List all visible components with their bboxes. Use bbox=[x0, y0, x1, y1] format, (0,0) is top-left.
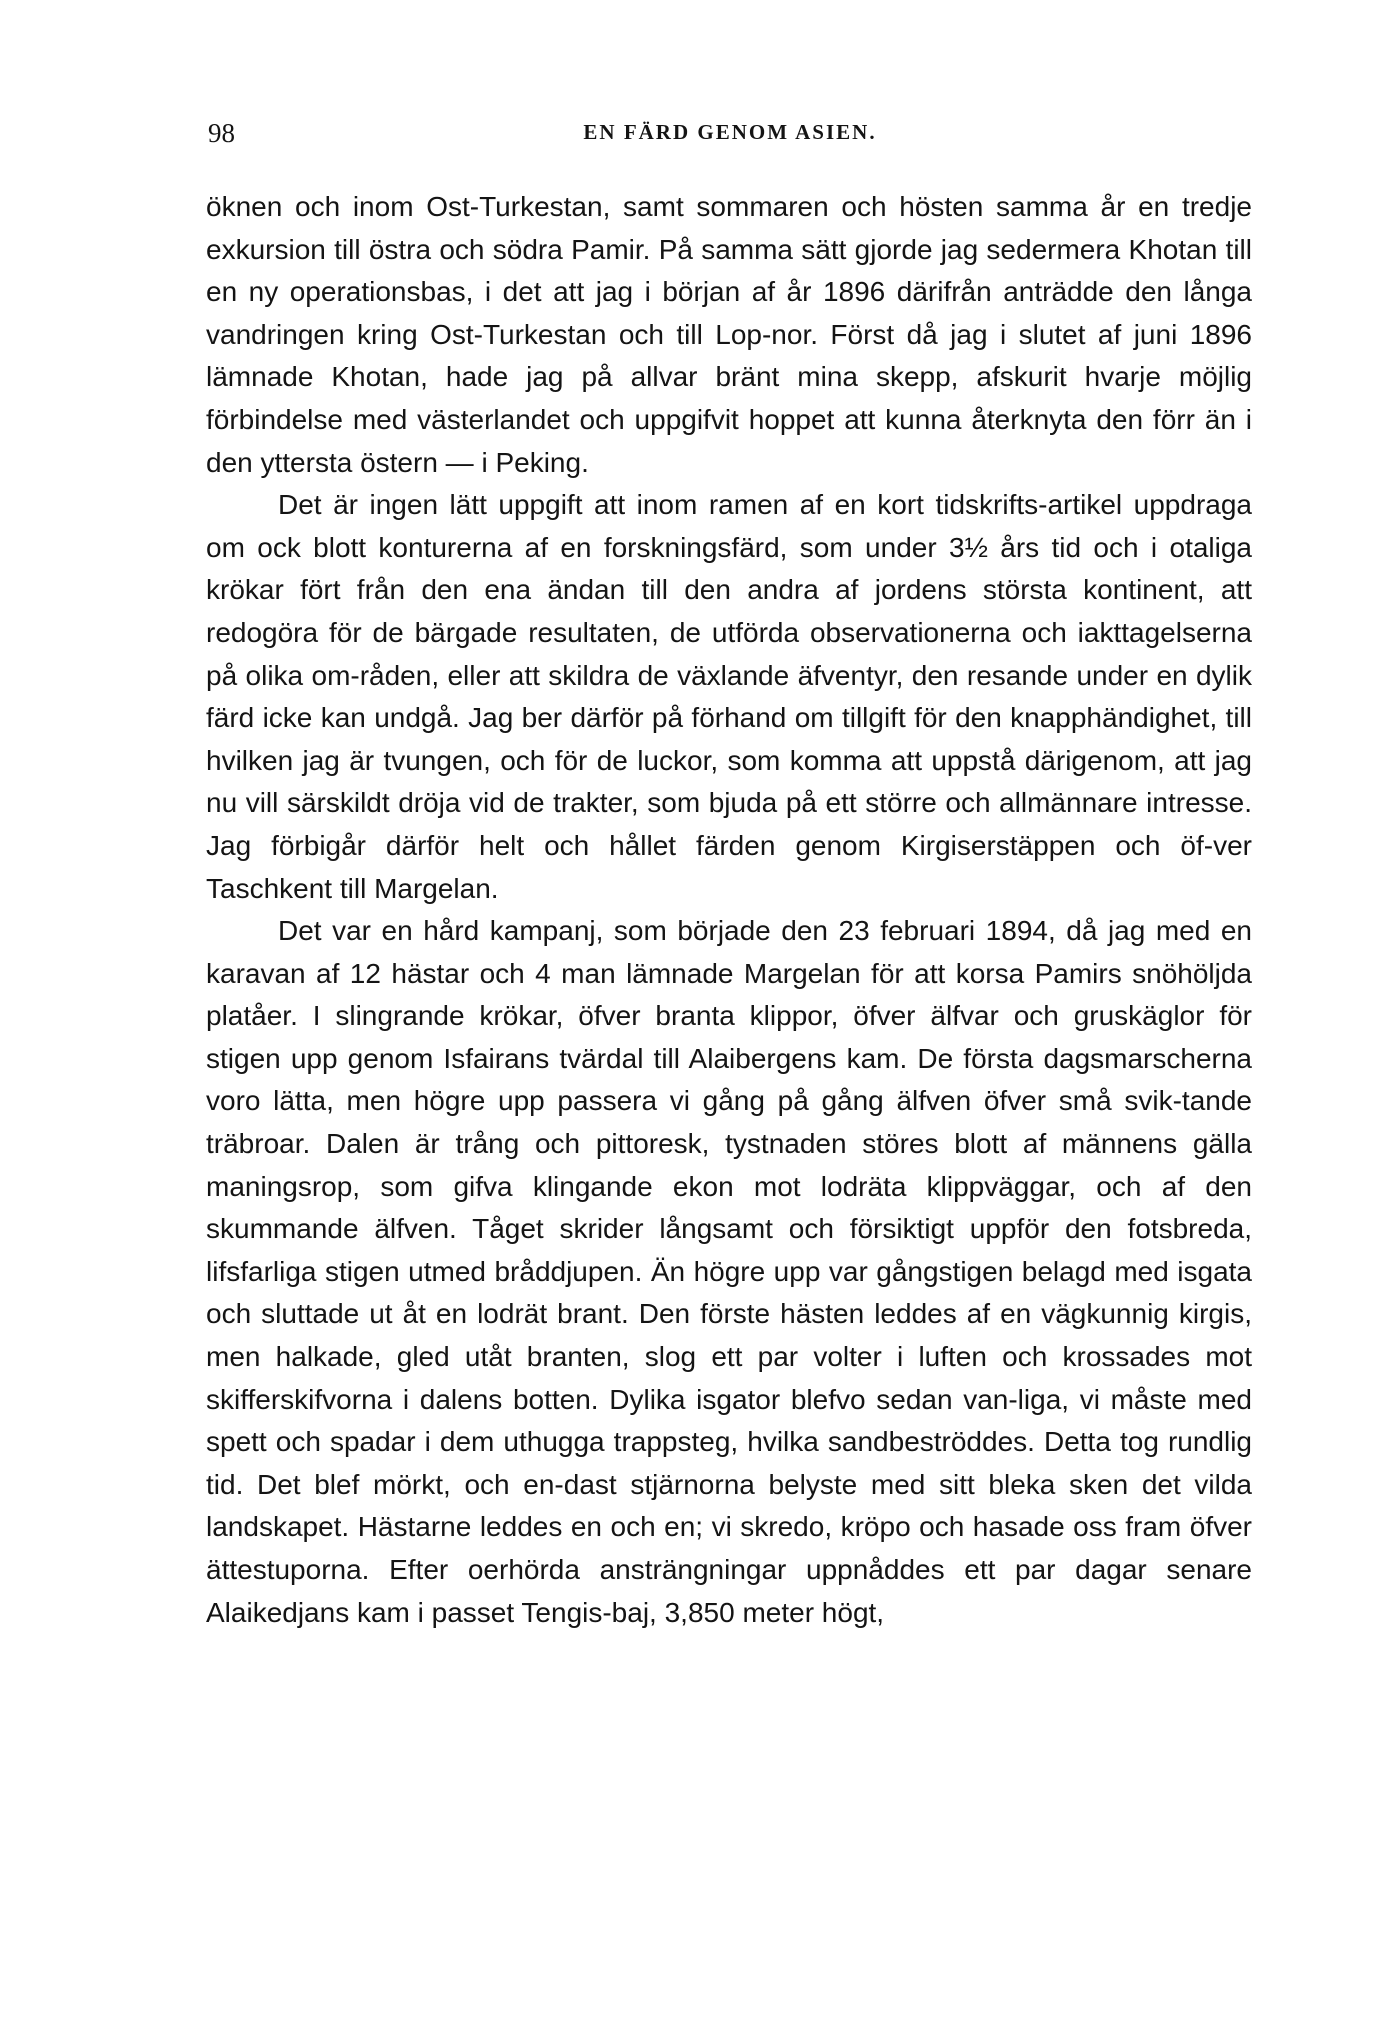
paragraph-research-journey: Det är ingen lätt uppgift att inom ramen af en kort tidskrifts-artikel uppdraga om ock blott konturerna af en forskningsfärd, som under 3½ års tid och i otaliga krökar fört från den ena ändan till den andra af jordens största kontinent, att redogöra för de bärgade resultaten, de utförda observationerna och iakttagelserna på olika om-råden, eller att skildra de växlande äfventyr, den resande under en dylik färd icke kan undgå. Jag ber därför på förhand om tillgift för den knapphändighet, till hvilken jag är tvungen, och för de luckor, som komma att uppstå därigenom, att jag nu vill särskildt dröja vid de trakter, som bjuda på ett större och allmännare intresse. Jag förbigår därför helt och hållet färden genom Kirgiserstäppen och öf-ver Taschkent till Margelan. bbox=[206, 489, 1252, 904]
paragraph-continuation: öknen och inom Ost-Turkestan, samt sommaren och hösten samma år en tredje exkursion till östra och södra Pamir. På samma sätt gjorde jag sedermera Khotan till en ny operationsbas, i det att jag i början af år 1896 därifrån anträdde den långa vandringen kring Ost-Turkestan och till Lop-nor. Först då jag i slutet af juni 1896 lämnade Khotan, hade jag på allvar bränt mina skepp, afskurit hvarje möjlig förbindelse med västerlandet och uppgifvit hoppet att kunna återknyta den förr än i den yttersta östern — i Peking. bbox=[206, 191, 1252, 478]
page-number: 98 bbox=[208, 118, 235, 148]
page-header bbox=[208, 118, 1252, 158]
body-text bbox=[206, 186, 1252, 1634]
paragraph-pamir-campaign: Det var en hård kampanj, som började den 23 februari 1894, då jag med en karavan af 12 hästar och 4 man lämnade Margelan för att korsa Pamirs snöhöljda platåer. I slingrande krökar, öfver branta klippor, öfver älfvar och gruskäglor för stigen upp genom Isfairans tvärdal till Alaibergens kam. De första dagsmarscherna voro lätta, men högre upp passera vi gång på gång älfven öfver små svik-tande träbroar. Dalen är trång och pittoresk, tystnaden störes blott af männens gälla maningsrop, som gifva klingande ekon mot lodräta klippväggar, och af den skummande älfven. Tåget skrider långsamt och försiktigt uppför den fotsbreda, lifsfarliga stigen utmed bråddjupen. Än högre upp var gångstigen belagd med isgata och sluttade ut åt en lodrät brant. Den förste hästen leddes af en vägkunnig kirgis, men halkade, gled utåt branten, slog ett par volter i luften och krossades mot skifferskifvorna i dalens botten. Dylika isgator blefvo sedan van-liga, vi måste med spett och spadar i dem uthugga trappsteg, hvilka sandbeströddes. Detta tog rundlig tid. Det blef mörkt, och en-dast stjärnorna belyste med sitt bleka sken det vilda landskapet. Hästarne leddes en och en; vi skredo, kröpo och hasade oss fram öfver ättestuporna. Efter oerhörda ansträngningar uppnåddes ett par dagar senare Alaikedjans kam i passet Tengis-baj, 3,850 meter högt, bbox=[206, 915, 1252, 1628]
running-title: EN FÄRD GENOM ASIEN. bbox=[583, 120, 877, 144]
